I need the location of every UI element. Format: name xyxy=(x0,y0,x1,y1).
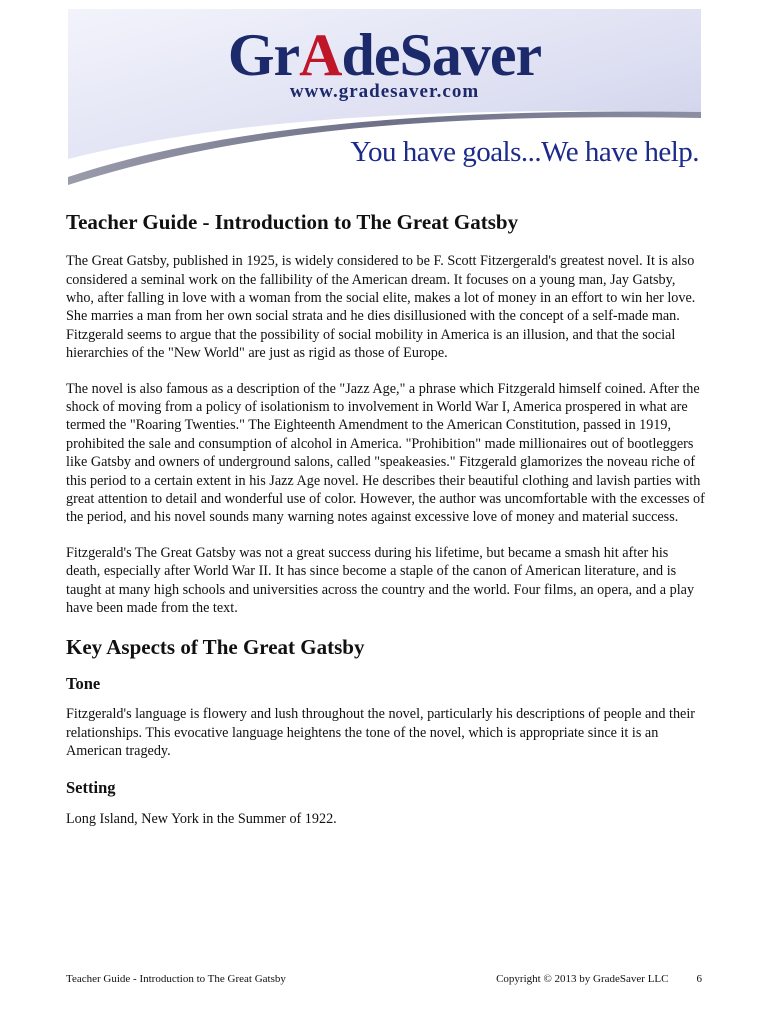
intro-paragraph-2: The novel is also famous as a description of the "Jazz Age," a phrase which Fitzgerald himself coined. After the shock of moving from a policy of isolationism to involvement in World War I, America prospered in what are termed the "Roaring Twenties." The Eighteenth Amendment to the American Constitution, passed in 1919, prohibited the sale and consumption of alcohol in America. "Prohibition" made millionaires out of bootleggers like Gatsby and owners of underground salons, called "speakeasies." Fitzgerald glamorizes the noveau riche of this period to a certain extent in his Jazz Age novel. He describes their beautiful clothing and lavish parties with great attention to detail and wonderful use of color. However, the author was uncomfortable with the excesses of the period, and his novel sounds many warning notes against excessive love of money and material success. xyxy=(66,380,705,526)
logo-prefix: Gr xyxy=(227,22,300,88)
key-aspects-heading: Key Aspects of The Great Gatsby xyxy=(66,634,365,659)
page-number: 6 xyxy=(696,973,702,985)
logo-accent-letter: A xyxy=(299,22,342,88)
site-url[interactable]: www.gradesaver.com xyxy=(289,81,480,102)
page-title: Teacher Guide - Introduction to The Great Gatsby xyxy=(66,210,519,234)
intro-paragraph-3: Fitzgerald's The Great Gatsby was not a great success during his lifetime, but became a smash hit after his death, especially after World War II. It has since become a staple of the canon of American literature, and is taught at many high schools and universities across the country and the world. Four films, an opera, and a play have been made from the text. xyxy=(66,544,695,617)
footer-right xyxy=(496,973,702,985)
gradesaver-logo[interactable] xyxy=(68,22,701,88)
document-body xyxy=(66,210,706,845)
footer-copyright: Copyright © 2013 by GradeSaver LLC xyxy=(496,973,669,985)
setting-paragraph: Long Island, New York in the Summer of 1922. xyxy=(66,810,337,827)
footer-document-title: Teacher Guide - Introduction to The Great Gatsby xyxy=(66,973,286,985)
tone-paragraph: Fitzgerald's language is flowery and lush throughout the novel, particularly his descriptions of people and their relationships. This evocative language heightens the tone of the novel, which is appropriate since it is an American tragedy. xyxy=(66,706,696,760)
intro-paragraph-1: The Great Gatsby, published in 1925, is widely considered to be F. Scott Fitzergerald's greatest novel. It is also considered a seminal work on the fallibility of the American dream. It focuses on a young man, Jay Gatsby, who, after falling in love with a woman from the social elite, makes a lot of money in an effort to win her love. She marries a man from her own social strata and he dies disillusioned with the concept of a self-made man. Fitzgerald seems to argue that the possibility of social mobility in America is an illusion, and that the social hierarchies of the "New World" are just as rigid as those of Europe. xyxy=(66,253,696,362)
setting-heading: Setting xyxy=(66,777,116,797)
tagline: You have goals...We have help. xyxy=(350,136,699,168)
header-banner xyxy=(68,9,701,185)
tone-heading: Tone xyxy=(66,673,101,693)
logo-suffix: deSaver xyxy=(341,22,542,88)
